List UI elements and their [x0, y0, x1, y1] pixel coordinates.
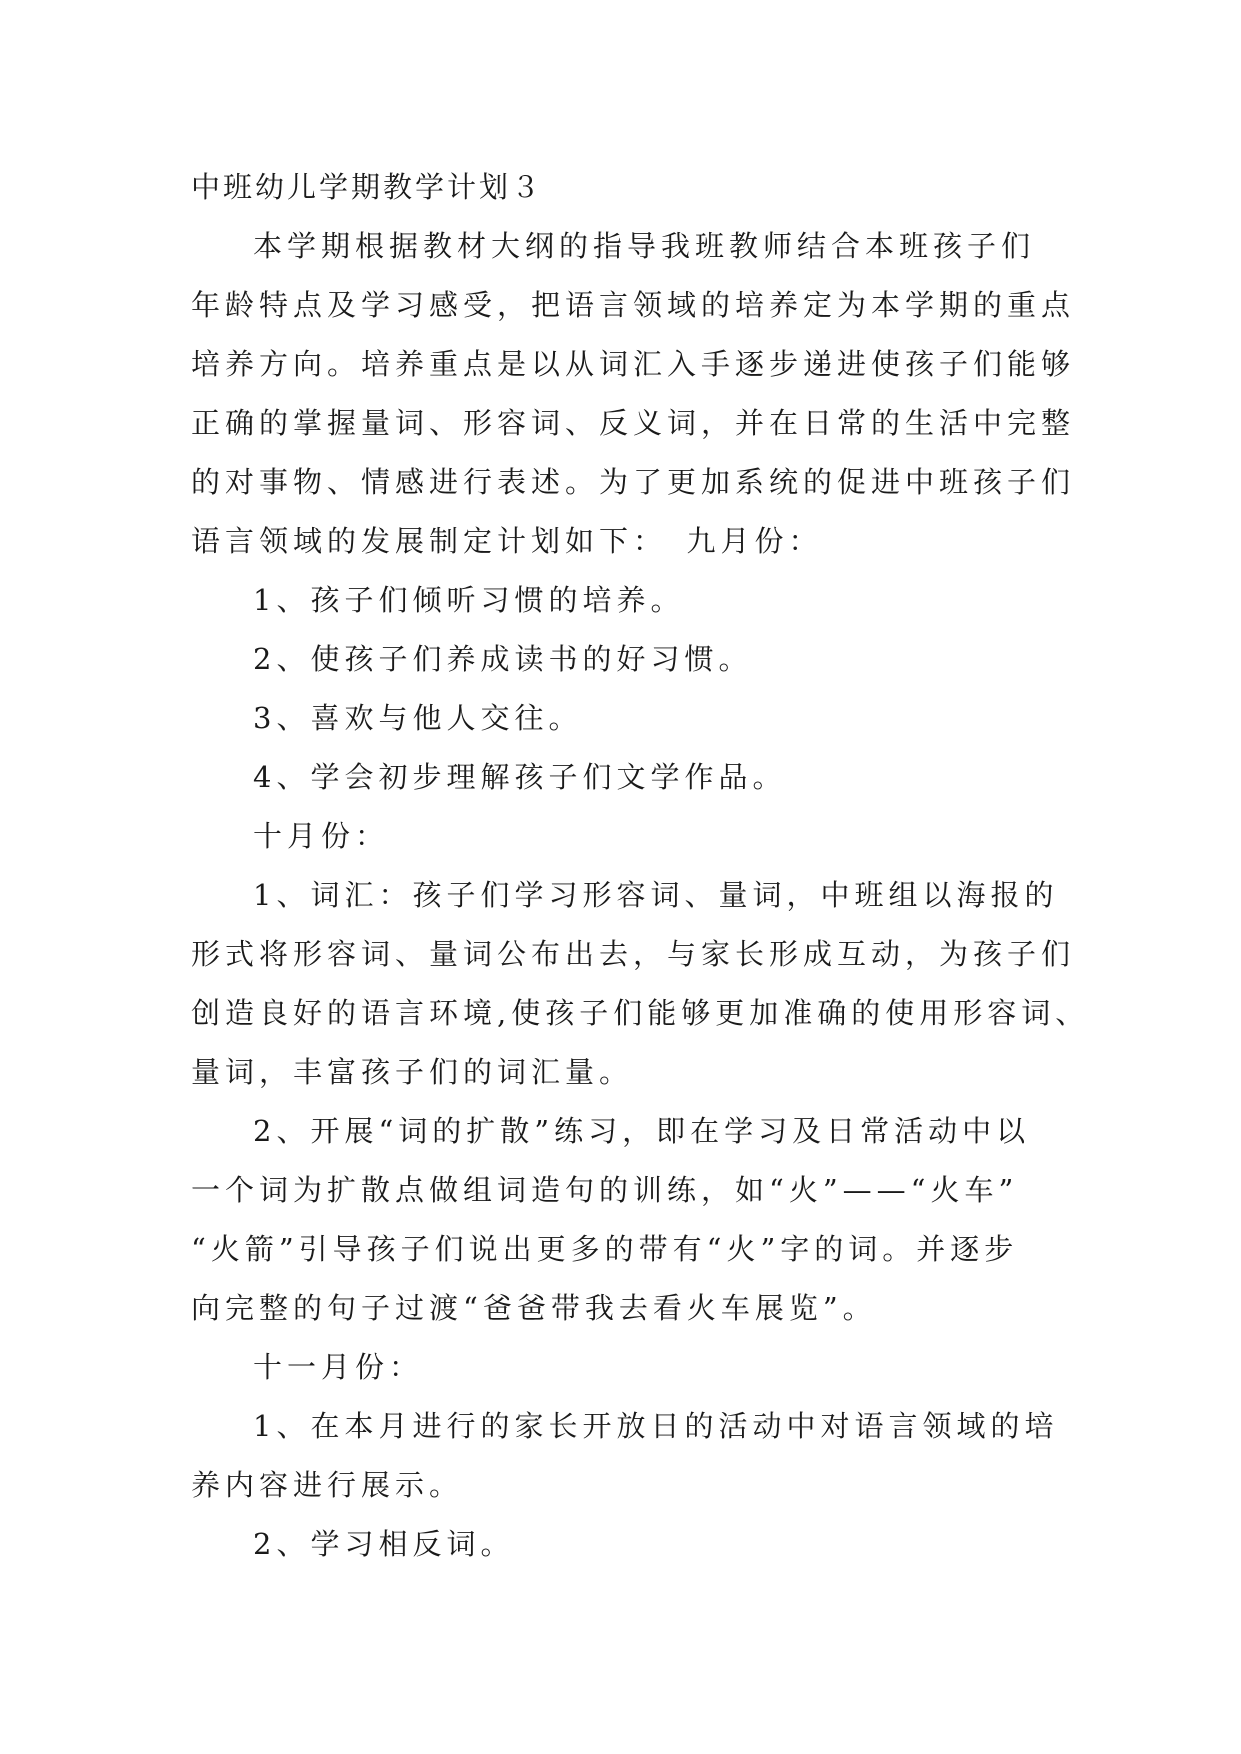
document-title: 中班幼儿学期教学计划３	[191, 170, 544, 204]
section-heading: 十一月份：	[253, 1350, 424, 1384]
paragraph-line: 形式将形容词、量词公布出去，与家长形成互动，为孩子们	[191, 937, 1076, 971]
paragraph-line: 1、在本月进行的家长开放日的活动中对语言领域的培	[253, 1409, 1059, 1443]
paragraph-line: 年龄特点及学习感受，把语言领域的培养定为本学期的重点	[191, 288, 1076, 322]
paragraph-line: 一个词为扩散点做组词造句的训练，如“火”——“火车”	[191, 1173, 1019, 1207]
paragraph-line: 正确的掌握量词、形容词、反义词，并在日常的生活中完整	[191, 406, 1076, 440]
list-item: 2、使孩子们养成读书的好习惯。	[253, 642, 753, 676]
paragraph-line: 本学期根据教材大纲的指导我班教师结合本班孩子们	[253, 229, 1036, 263]
paragraph-line: 量词，丰富孩子们的词汇量。	[191, 1055, 634, 1089]
paragraph-line: 2、开展“词的扩散”练习，即在学习及日常活动中以	[253, 1114, 1031, 1148]
paragraph-line: 向完整的句子过渡“爸爸带我去看火车展览”。	[191, 1291, 877, 1325]
paragraph-line: 养内容进行展示。	[191, 1468, 464, 1502]
paragraph-line: 培养方向。培养重点是以从词汇入手逐步递进使孩子们能够	[191, 347, 1076, 381]
paragraph-line: 语言领域的发展制定计划如下： 九月份：	[191, 524, 823, 558]
section-heading: 十月份：	[253, 819, 390, 853]
list-item: 3、喜欢与他人交往。	[253, 701, 583, 735]
list-item: 4、学会初步理解孩子们文学作品。	[253, 760, 787, 794]
paragraph-line: “火箭”引导孩子们说出更多的带有“火”字的词。并逐步	[191, 1232, 1019, 1266]
paragraph-line: 1、词汇：孩子们学习形容词、量词，中班组以海报的	[253, 878, 1059, 912]
document-body	[191, 158, 1090, 1574]
list-item: 2、学习相反词。	[253, 1527, 515, 1561]
list-item: 1、孩子们倾听习惯的培养。	[253, 583, 685, 617]
paragraph-line: 的对事物、情感进行表述。为了更加系统的促进中班孩子们	[191, 465, 1076, 499]
paragraph-line: 创造良好的语言环境,使孩子们能够更加准确的使用形容词、	[191, 996, 1090, 1030]
